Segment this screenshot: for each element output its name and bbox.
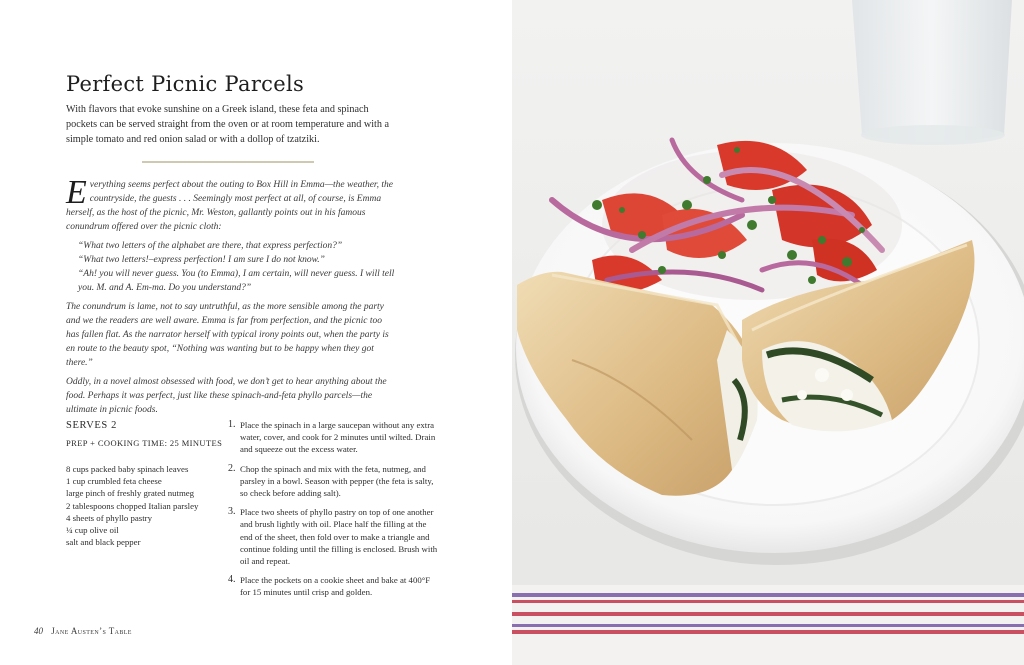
step-number: 1. <box>228 419 236 430</box>
method-step <box>228 419 438 456</box>
ingredient-item: 8 cups packed baby spinach leaves <box>66 464 189 474</box>
essay <box>66 174 396 422</box>
recipe-title: Perfect Picnic Parcels <box>66 72 305 96</box>
food-photo-illustration <box>512 0 1024 665</box>
quote-line-2: “What two letters!–express perfection! I am sure I do not know.” <box>78 255 325 265</box>
ingredient-item: large pinch of freshly grated nutmeg <box>66 488 195 499</box>
water-glass <box>852 0 1012 143</box>
method-step <box>228 463 438 500</box>
essay-paragraph-2: The conundrum is lame, not to say untruthful, as the more sensible among the party and we the readers are well aware. Emma is far from perfection, and the picnic too has fallen flat. As the narrator herself with typical irony points out, when the party is en route to the beauty spot, “Nothing was wanting but to be happy when they got there.” <box>66 302 389 368</box>
ingredient-item: salt and black pepper <box>66 537 141 548</box>
step-number: 2. <box>228 462 236 474</box>
food-photo <box>512 0 1024 665</box>
ingredient-item: 4 sheets of phyllo pastry <box>66 512 153 523</box>
ingredient-item: ¼ cup olive oil <box>66 525 119 536</box>
striped-napkin <box>512 585 1024 665</box>
step-text: Place the spinach in a large saucepan without any extra water, cover, and cook for 2 minutes until wilted. Drain and squeeze out the excess water. <box>240 420 436 455</box>
step-number: 3. <box>228 506 236 518</box>
recipe-intro: With flavors that evoke sunshine on a Greek island, these feta and spinach pockets can be served straight from the oven or at room temperature and with a simple tomato and red onion salad or with a dollop of tzatziki. <box>66 104 390 145</box>
step-text: Place the pockets on a cookie sheet and bake at 400°F for 15 minutes until crisp and golden. <box>240 575 431 598</box>
glass-base <box>861 125 1005 145</box>
quote-line-3: “Ah! you will never guess. You (to Emma), I am certain, will never guess. I will tell you. M. and A. Em-ma. Do you understand?” <box>78 269 395 293</box>
method-step <box>228 574 438 598</box>
essay-paragraph-3: Oddly, in a novel almost obsessed with food, we don’t get to hear anything about the food. Perhaps it was perfect, just like these spinach-and-feta phyllo parcels—the ultimate in picnic foods. <box>66 377 387 415</box>
page-number: 40 <box>34 626 43 636</box>
step-number: 4. <box>228 574 236 586</box>
quote-line-1: “What two letters of the alphabet are there, that express perfection?” <box>78 241 343 251</box>
serves-label: SERVES 2 <box>66 420 117 431</box>
step-text: Chop the spinach and mix with the feta, nutmeg, and parsley in a bowl. Season with pepper (the feta is salty, so check before adding salt). <box>240 463 434 499</box>
quote-block <box>66 239 396 295</box>
essay-paragraph-1 <box>66 174 396 234</box>
step-text: Place two sheets of phyllo pastry on top of one another and brush lightly with oil. Place half the filling at the end of the sheet, then fold over to make a triangle and continue folding until the filling is enclosed. Brush with oil and repeat. <box>240 507 438 567</box>
method-steps <box>228 419 438 606</box>
drop-cap: E <box>66 174 87 211</box>
method-step <box>228 506 438 567</box>
essay-paragraph-1-text: verything seems perfect about the outing to Box Hill in Emma—the weather, the countryside, the guests . . . Seemingly most perfect at all, of course, is Emma herself, as the host of the picnic, Mr. Weston, gallantly points out in his famous conundrum offered over the picnic cloth: <box>66 180 393 232</box>
prep-time: PREP + COOKING TIME: 25 MINUTES <box>66 438 223 448</box>
ingredient-list <box>66 463 216 548</box>
section-divider <box>142 161 314 163</box>
ingredient-item: 1 cup crumbled feta cheese <box>66 476 162 487</box>
page-footer <box>34 626 132 636</box>
ingredient-item: 2 tablespoons chopped Italian parsley <box>66 500 199 511</box>
book-title: Jane Austen’s Table <box>51 626 132 636</box>
